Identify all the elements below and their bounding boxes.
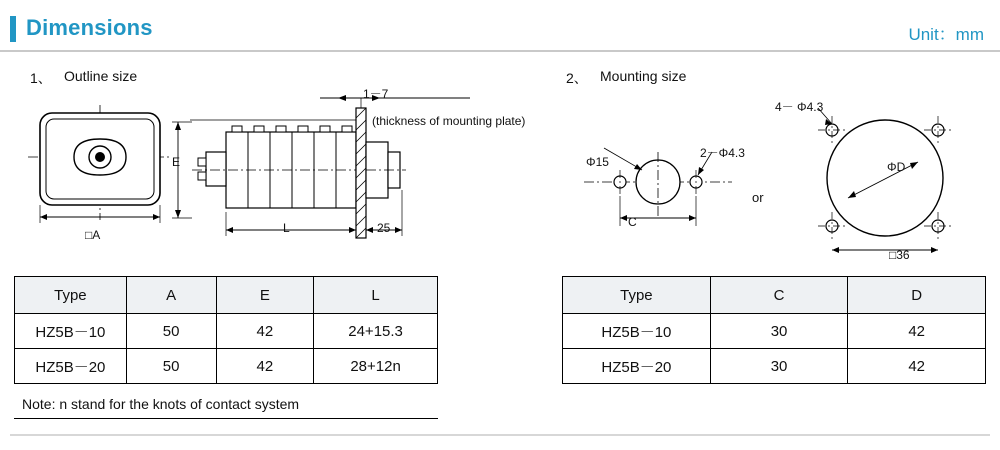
outline-label-l: L (283, 221, 290, 235)
cell-e: 42 (216, 349, 314, 384)
col-header-type: Type (563, 277, 711, 314)
cell-type: HZ5B－20 (15, 349, 127, 384)
table-row (15, 314, 438, 349)
cell-a: 50 (126, 314, 216, 349)
header-accent-bar (10, 16, 16, 42)
cell-a: 50 (126, 349, 216, 384)
contact-system-note: Note: n stand for the knots of contact system (22, 396, 300, 412)
table-row (563, 349, 986, 384)
mounting-label-or: or (752, 190, 764, 205)
section-2-label: Mounting size (600, 68, 687, 84)
mounting-label-c: C (628, 215, 637, 229)
mounting-dimensions-table (562, 276, 986, 384)
cell-e: 42 (216, 314, 314, 349)
cell-c: 30 (710, 349, 848, 384)
outline-front-view-drawing (20, 95, 180, 245)
col-header-d: D (848, 277, 986, 314)
section-1-number: 1、 (30, 70, 52, 86)
note-underline (14, 418, 438, 419)
table-header-row (15, 277, 438, 314)
cell-type: HZ5B－20 (563, 349, 711, 384)
col-header-l: L (314, 277, 438, 314)
cell-c: 30 (710, 314, 848, 349)
cell-d: 42 (848, 314, 986, 349)
cell-type: HZ5B－10 (563, 314, 711, 349)
section-1-label: Outline size (64, 68, 138, 84)
cell-type: HZ5B－10 (15, 314, 127, 349)
table-row (563, 314, 986, 349)
mounting-four-hole-drawing (800, 100, 980, 265)
col-header-type: Type (15, 277, 127, 314)
outline-label-e: E (172, 155, 181, 169)
mounting-label-two-phi43: 2－Φ4.3 (700, 146, 745, 160)
cell-l: 28+12n (314, 349, 438, 384)
mounting-label-phi-d: ΦD (887, 160, 906, 174)
unit-label: Unit：mm (908, 25, 984, 44)
col-header-e: E (216, 277, 314, 314)
col-header-a: A (126, 277, 216, 314)
mounting-label-four-phi43: 4－ Φ4.3 (775, 100, 824, 114)
outline-label-plate-note: (thickness of mounting plate) (372, 114, 526, 128)
cell-d: 42 (848, 349, 986, 384)
outline-label-square-a: □A (85, 228, 101, 242)
mounting-label-phi15: Φ15 (586, 155, 609, 169)
cell-l: 24+15.3 (314, 314, 438, 349)
section-2-number: 2、 (566, 70, 588, 86)
outline-label-plate-range: 1－7 (363, 87, 389, 101)
col-header-c: C (710, 277, 848, 314)
table-header-row (563, 277, 986, 314)
page-header (0, 0, 1000, 52)
mounting-label-square-36: □36 (889, 248, 910, 262)
page-title: Dimensions (26, 15, 153, 40)
page-bottom-divider (10, 434, 990, 436)
outline-dimensions-table (14, 276, 438, 384)
table-row (15, 349, 438, 384)
outline-label-25: 25 (377, 221, 391, 235)
